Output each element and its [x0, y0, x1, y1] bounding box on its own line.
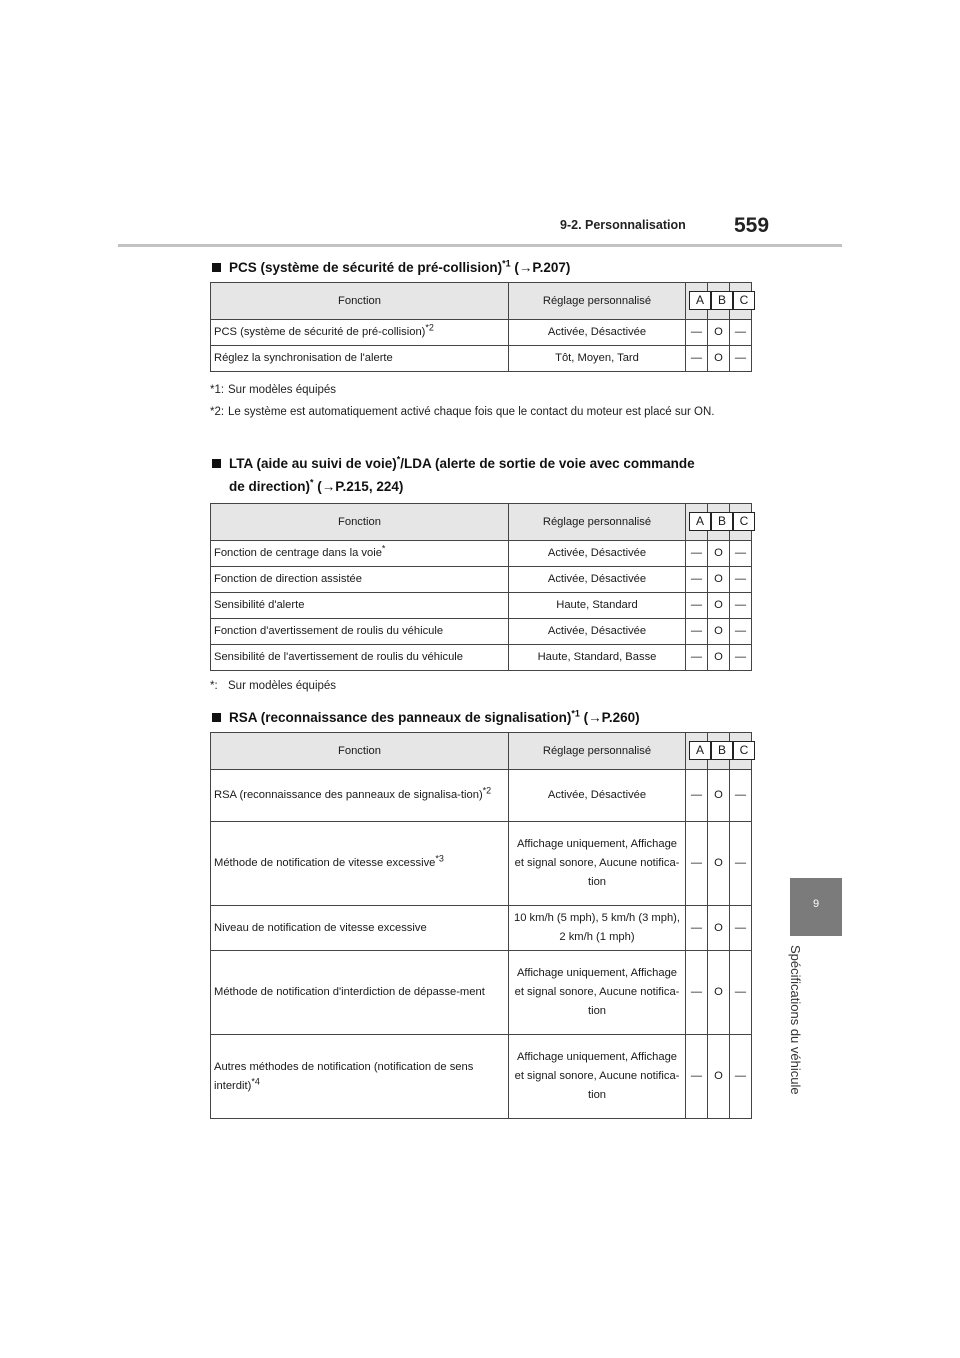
table-row: [211, 906, 752, 951]
b-cell: O: [708, 770, 730, 822]
b-cell: O: [708, 541, 730, 567]
table-row: [211, 541, 752, 567]
table-header-row: [211, 733, 752, 770]
column-c: C: [730, 733, 752, 770]
c-cell: —: [730, 567, 752, 593]
section-header: 9-2. Personnalisation: [560, 218, 686, 232]
function-cell: Autres méthodes de notification (notification de sens interdit)$^{*4}$: [211, 1035, 509, 1119]
a-cell: —: [686, 593, 708, 619]
function-cell: PCS (système de sécurité de pré-collision)$^{*2}$: [211, 320, 509, 346]
chapter-number: 9: [812, 898, 820, 910]
column-c: C: [730, 283, 752, 320]
column-b: B: [708, 733, 730, 770]
column-a: A: [686, 733, 708, 770]
chapter-title: Spécifications du véhicule: [788, 945, 803, 1095]
section-heading-rsa: RSA (reconnaissance des panneaux de signalisation)$^{*1}$ (→P.260): [212, 706, 640, 729]
setting-cell: Affichage uniquement, Affichage et signal sonore, Aucune notifica-tion: [509, 951, 686, 1035]
c-cell: —: [730, 593, 752, 619]
table-row: [211, 645, 752, 671]
a-cell: —: [686, 1035, 708, 1119]
table-row: [211, 320, 752, 346]
setting-cell: Activée, Désactivée: [509, 320, 686, 346]
column-setting: Réglage personnalisé: [509, 733, 686, 770]
function-cell: RSA (reconnaissance des panneaux de signalisa-tion)$^{*2}$: [211, 770, 509, 822]
column-b: B: [708, 283, 730, 320]
column-c: C: [730, 504, 752, 541]
setting-cell: 10 km/h (5 mph), 5 km/h (3 mph), 2 km/h (1 mph): [509, 906, 686, 951]
a-cell: —: [686, 346, 708, 372]
table-row: [211, 346, 752, 372]
lta-table: [210, 503, 752, 671]
column-a: A: [686, 504, 708, 541]
b-cell: O: [708, 567, 730, 593]
a-cell: —: [686, 822, 708, 906]
c-cell: —: [730, 1035, 752, 1119]
b-cell: O: [708, 951, 730, 1035]
table-row: [211, 567, 752, 593]
footnote: *2: Le système est automatiquement activé chaque fois que le contact du moteur est placé sur ON.: [210, 406, 715, 418]
column-function: Fonction: [211, 283, 509, 320]
setting-cell: Tôt, Moyen, Tard: [509, 346, 686, 372]
table-row: [211, 822, 752, 906]
square-bullet-icon: [212, 459, 221, 468]
square-bullet-icon: [212, 263, 221, 272]
c-cell: —: [730, 619, 752, 645]
section-heading-lta: LTA (aide au suivi de voie)*/LDA (alerte de sortie de voie avec commande de direction)* (→P.215, 224): [212, 452, 772, 498]
header-divider: [118, 244, 842, 247]
b-cell: O: [708, 1035, 730, 1119]
c-cell: —: [730, 951, 752, 1035]
table-header-row: [211, 504, 752, 541]
function-cell: Sensibilité de l'avertissement de roulis du véhicule: [211, 645, 509, 671]
c-cell: —: [730, 541, 752, 567]
a-cell: —: [686, 320, 708, 346]
square-bullet-icon: [212, 713, 221, 722]
setting-cell: Activée, Désactivée: [509, 567, 686, 593]
setting-cell: Activée, Désactivée: [509, 619, 686, 645]
column-b: B: [708, 504, 730, 541]
c-cell: —: [730, 822, 752, 906]
c-cell: —: [730, 906, 752, 951]
table-row: [211, 593, 752, 619]
b-cell: O: [708, 906, 730, 951]
rsa-table: [210, 732, 752, 1119]
c-cell: —: [730, 645, 752, 671]
b-cell: O: [708, 320, 730, 346]
section-heading-pcs: PCS (système de sécurité de pré-collision)$^{*1}$ (→P.207): [212, 256, 570, 279]
a-cell: —: [686, 951, 708, 1035]
b-cell: O: [708, 822, 730, 906]
c-cell: —: [730, 770, 752, 822]
a-cell: —: [686, 541, 708, 567]
table-row: [211, 770, 752, 822]
column-setting: Réglage personnalisé: [509, 504, 686, 541]
setting-cell: Haute, Standard: [509, 593, 686, 619]
b-cell: O: [708, 346, 730, 372]
function-cell: Niveau de notification de vitesse excessive: [211, 906, 509, 951]
function-cell: Fonction de centrage dans la voie*: [211, 541, 509, 567]
function-cell: Fonction d'avertissement de roulis du véhicule: [211, 619, 509, 645]
c-cell: —: [730, 346, 752, 372]
a-cell: —: [686, 906, 708, 951]
a-cell: —: [686, 770, 708, 822]
footnote: *: Sur modèles équipés: [210, 680, 337, 692]
b-cell: O: [708, 645, 730, 671]
a-cell: —: [686, 645, 708, 671]
table-row: [211, 951, 752, 1035]
pcs-table: [210, 282, 752, 372]
function-cell: Fonction de direction assistée: [211, 567, 509, 593]
function-cell: Réglez la synchronisation de l'alerte: [211, 346, 509, 372]
setting-cell: Activée, Désactivée: [509, 770, 686, 822]
b-cell: O: [708, 619, 730, 645]
a-cell: —: [686, 567, 708, 593]
c-cell: —: [730, 320, 752, 346]
footnote: *1: Sur modèles équipés: [210, 384, 337, 396]
function-cell: Méthode de notification d'interdiction de dépasse-ment: [211, 951, 509, 1035]
column-function: Fonction: [211, 504, 509, 541]
table-row: [211, 1035, 752, 1119]
column-a: A: [686, 283, 708, 320]
table-row: [211, 619, 752, 645]
setting-cell: Haute, Standard, Basse: [509, 645, 686, 671]
function-cell: Sensibilité d'alerte: [211, 593, 509, 619]
setting-cell: Affichage uniquement, Affichage et signal sonore, Aucune notifica-tion: [509, 1035, 686, 1119]
column-function: Fonction: [211, 733, 509, 770]
column-setting: Réglage personnalisé: [509, 283, 686, 320]
b-cell: O: [708, 593, 730, 619]
page-number: 559: [734, 214, 770, 237]
function-cell: Méthode de notification de vitesse excessive$^{*3}$: [211, 822, 509, 906]
setting-cell: Activée, Désactivée: [509, 541, 686, 567]
table-header-row: [211, 283, 752, 320]
setting-cell: Affichage uniquement, Affichage et signal sonore, Aucune notifica-tion: [509, 822, 686, 906]
a-cell: —: [686, 619, 708, 645]
